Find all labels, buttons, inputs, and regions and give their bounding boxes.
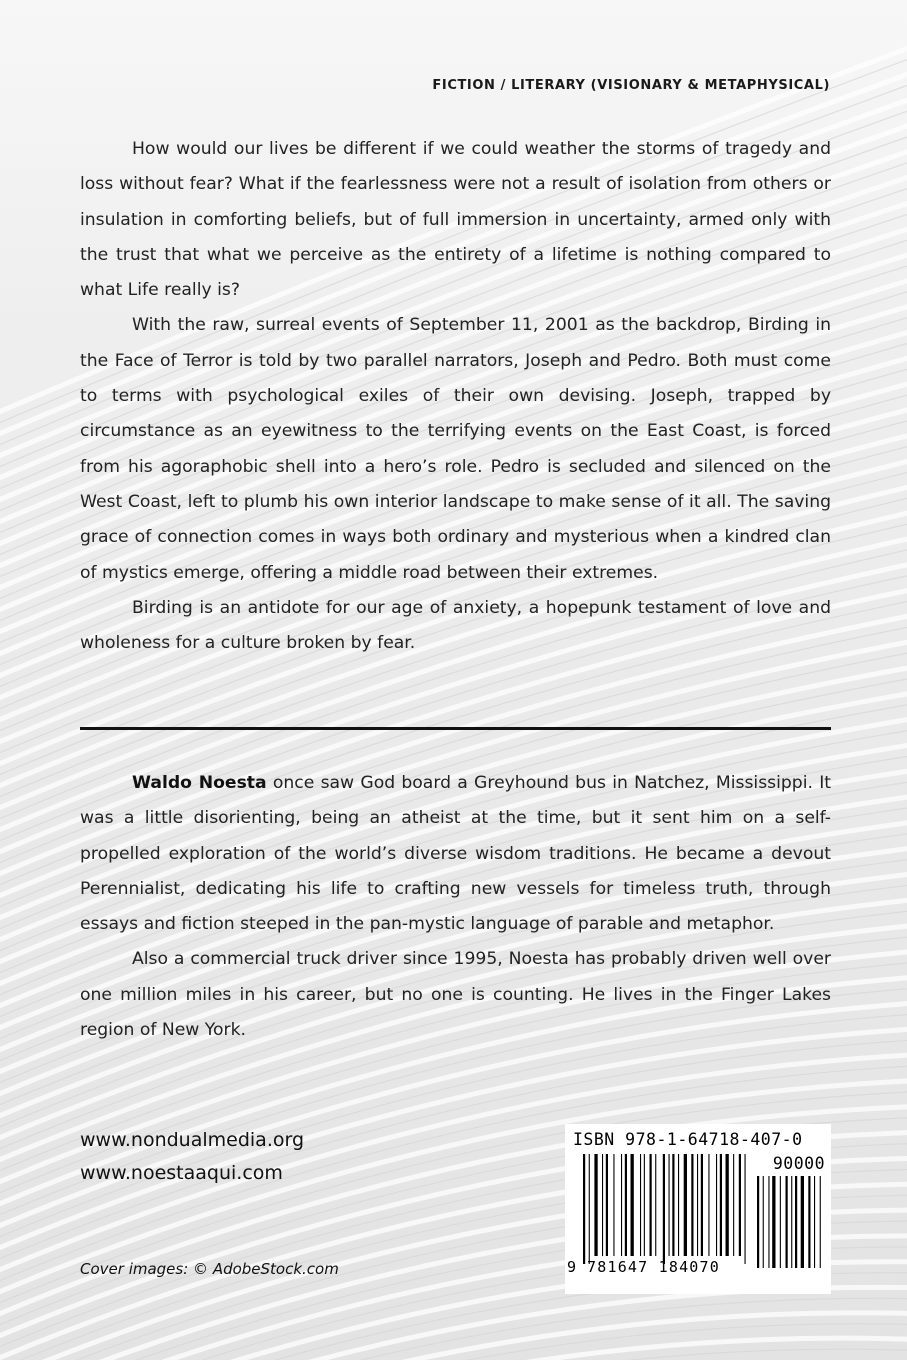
barcode-bar (663, 1154, 665, 1264)
barcode-bar (606, 1154, 608, 1256)
barcode-bar (631, 1154, 634, 1256)
book-description (80, 132, 831, 661)
addon-bar (808, 1176, 810, 1268)
ean-lead-digit: 9 (567, 1258, 577, 1276)
bio-paragraph-2: Also a commercial truck driver since 1995, Noesta has probably driven well over one million miles in his career, but no one is counting. He lives in the Finger Lakes region of New York. (80, 949, 831, 1041)
barcode-bar (602, 1154, 603, 1256)
barcode-bar (708, 1154, 709, 1256)
author-name: Waldo Noesta (132, 773, 267, 793)
addon-bar (801, 1176, 804, 1268)
barcode-bar (672, 1154, 674, 1256)
description-paragraph-3: Birding is an antidote for our age of anxiety, a hopepunk testament of love and wholeness for a culture broken by fear. (80, 597, 831, 654)
website-link-noestaaqui[interactable]: www.noestaaqui.com (80, 1162, 283, 1184)
barcode-bar (701, 1154, 703, 1256)
barcode-bar (589, 1154, 590, 1264)
author-bio (80, 766, 831, 1048)
image-credit: Cover images: © AdobeStock.com (80, 1260, 339, 1278)
description-paragraph-2: With the raw, surreal events of September 11, 2001 as the backdrop, Birding in the Face of Terror is told by two parallel narrators, Joseph and Pedro. Both must come to terms with psychological exiles of their own devising. Joseph, trapped by circumstance as an eyewitness to the terrifying events on the East Coast, is forced from his agoraphobic shell into a hero’s role. Pedro is secluded and silenced on the West Coast, left to plumb his own interior landscape to make sense of it all. The saving grace of connection comes in ways both ordinary and mysterious when a kindred clan of mystics emerge, offering a middle road between their extremes. (80, 315, 831, 583)
ean-digits: 781647 184070 (587, 1258, 720, 1276)
barcode-bar (640, 1154, 641, 1256)
bio-paragraph-1-text: once saw God board a Greyhound bus in Natchez, Mississippi. It was a little disorienting, being an atheist at the time, but it sent him on a self-propelled exploration of the world’s diverse wisdom traditions. He became a devout Perennialist, dedicating his life to crafting new vessels for timeless truth, through essays and fiction steeped in the pan-mystic language of parable and metaphor. (80, 773, 832, 935)
addon-bar (814, 1176, 815, 1268)
barcode-bar (594, 1154, 597, 1256)
barcode-bar (726, 1154, 729, 1256)
barcode-bar (745, 1154, 746, 1264)
addon-bar (791, 1176, 792, 1268)
barcode-bar (733, 1154, 734, 1256)
addon-bar (786, 1176, 788, 1268)
barcode-bar (739, 1154, 741, 1256)
addon-bar (820, 1176, 821, 1268)
price-code: 90000 (772, 1154, 825, 1173)
barcode-bar (716, 1154, 717, 1256)
barcode-bar (621, 1154, 622, 1256)
isbn-label: ISBN 978-1-64718-407-0 (573, 1130, 803, 1149)
barcode-bar (697, 1154, 698, 1256)
barcode-bar (583, 1154, 585, 1264)
addon-bar (763, 1176, 764, 1268)
bio-paragraph-1 (80, 766, 831, 942)
addon-bar (772, 1176, 775, 1268)
addon-bar (768, 1176, 769, 1268)
section-divider (80, 727, 831, 730)
barcode-bar (691, 1154, 693, 1256)
isbn-barcode (565, 1124, 831, 1294)
barcode-bar (720, 1154, 722, 1256)
barcode-bar (655, 1154, 656, 1256)
description-paragraph-1: How would our lives be different if we could weather the storms of tragedy and loss without fear? What if the fearlessness were not a result of isolation from others or insulation in comforting beliefs, but of full immersion in uncertainty, armed only with the trust that what we perceive as the entirety of a lifetime is nothing compared to what Life really is? (80, 139, 831, 301)
barcode-bar (678, 1154, 679, 1256)
barcode-bar (684, 1154, 687, 1256)
addon-bar (757, 1176, 759, 1268)
barcode-bar (613, 1154, 614, 1256)
addon-bar (780, 1176, 781, 1268)
website-link-nondualmedia[interactable]: www.nondualmedia.org (80, 1129, 305, 1151)
barcode-bar (625, 1154, 627, 1256)
barcode-bar (669, 1154, 670, 1256)
genre-category: FICTION / LITERARY (VISIONARY & METAPHYSICAL) (432, 78, 830, 93)
addon-bar (795, 1176, 797, 1268)
barcode-bar (650, 1154, 652, 1256)
barcode-bar (644, 1154, 645, 1256)
website-links (80, 1124, 304, 1190)
